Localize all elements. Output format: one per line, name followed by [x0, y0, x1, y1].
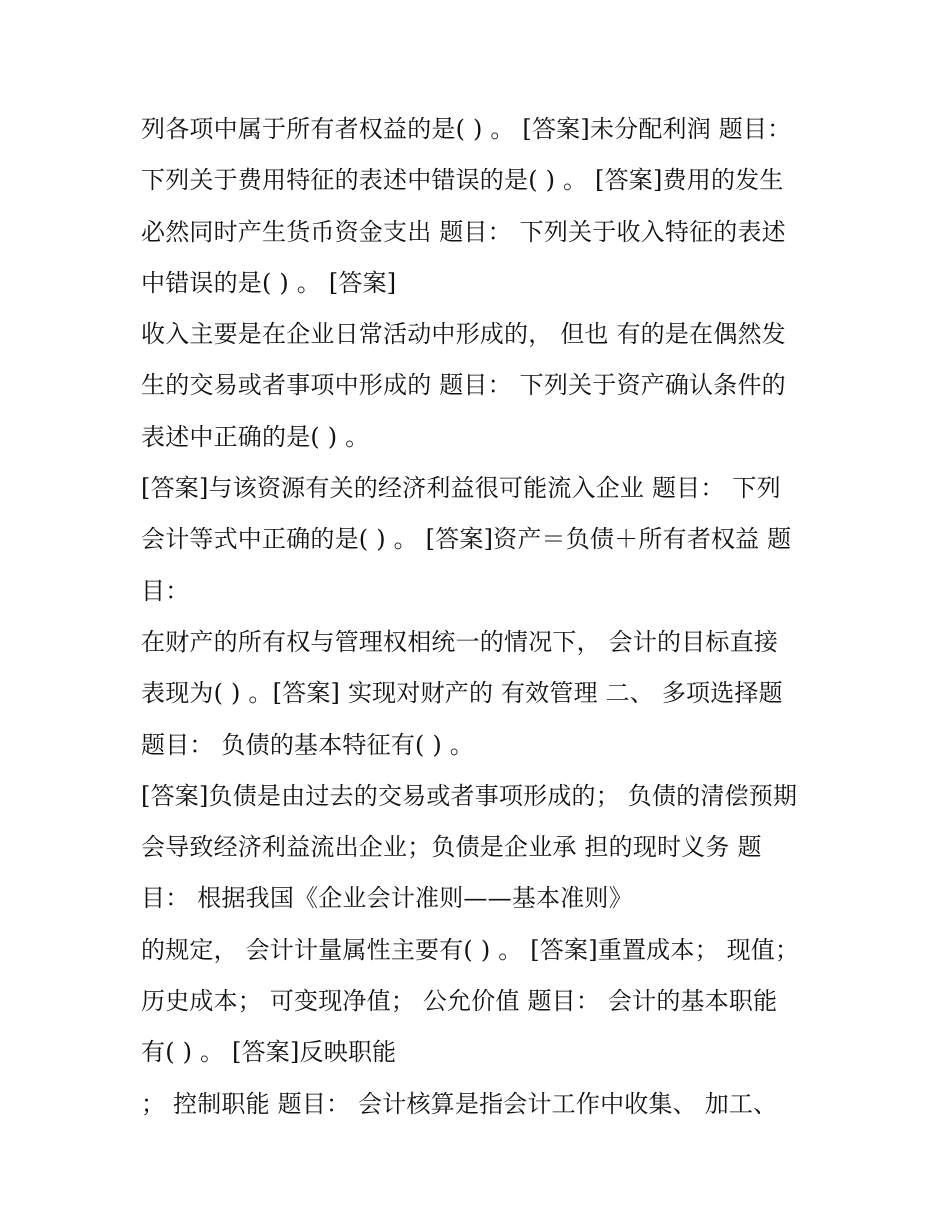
- text-line: 会计等式中正确的是( ) 。 [答案]资产＝负债＋所有者权益 题: [141, 525, 792, 554]
- text-line: 必然同时产生货币资金支出 题目： 下列关于收入特征的表述: [141, 217, 786, 246]
- text-line: 生的交易或者事项中形成的 题目： 下列关于资产确认条件的: [141, 371, 786, 400]
- text-line: [答案]与该资源有关的经济利益很可能流入企业 题目： 下列: [141, 474, 781, 503]
- text-line: 题目： 负债的基本特征有( ) 。: [141, 730, 475, 759]
- text-line: 列各项中属于所有者权益的是( ) 。 [答案]未分配利润 题目：: [141, 115, 792, 143]
- text-line: 在财产的所有权与管理权相统一的情况下， 会计的目标直接: [141, 627, 779, 656]
- document-body: [141, 104, 831, 1130]
- text-line: ； 控制职能 题目： 会计核算是指会计工作中收集、 加工、: [141, 1089, 778, 1118]
- text-line: 表述中正确的是( ) 。: [141, 422, 370, 451]
- text-line: 的规定， 会计计量属性主要有( ) 。 [答案]重置成本； 现值；: [141, 935, 800, 964]
- text-line: 目：: [141, 576, 190, 605]
- text-line: 下列关于费用特征的表述中错误的是( ) 。 [答案]费用的发生: [141, 166, 784, 195]
- text-line: 表现为( ) 。[答案] 实现对财产的 有效管理 二、 多项选择题: [141, 679, 783, 708]
- text-line: 中错误的是( ) 。 [答案]: [141, 268, 397, 297]
- text-line: 会导致经济利益流出企业；负债是企业承 担的现时义务 题: [141, 833, 762, 862]
- text-line: 收入主要是在企业日常活动中形成的， 但也 有的是在偶然发: [141, 320, 786, 349]
- text-line: 历史成本； 可变现净值； 公允价值 题目： 会计的基本职能: [141, 987, 778, 1016]
- text-line: [答案]负债是由过去的交易或者事项形成的； 负债的清偿预期: [141, 781, 798, 810]
- text-line: 目： 根据我国《企业会计准则——基本准则》: [141, 884, 633, 913]
- text-line: 有( ) 。 [答案]反映职能: [141, 1038, 397, 1067]
